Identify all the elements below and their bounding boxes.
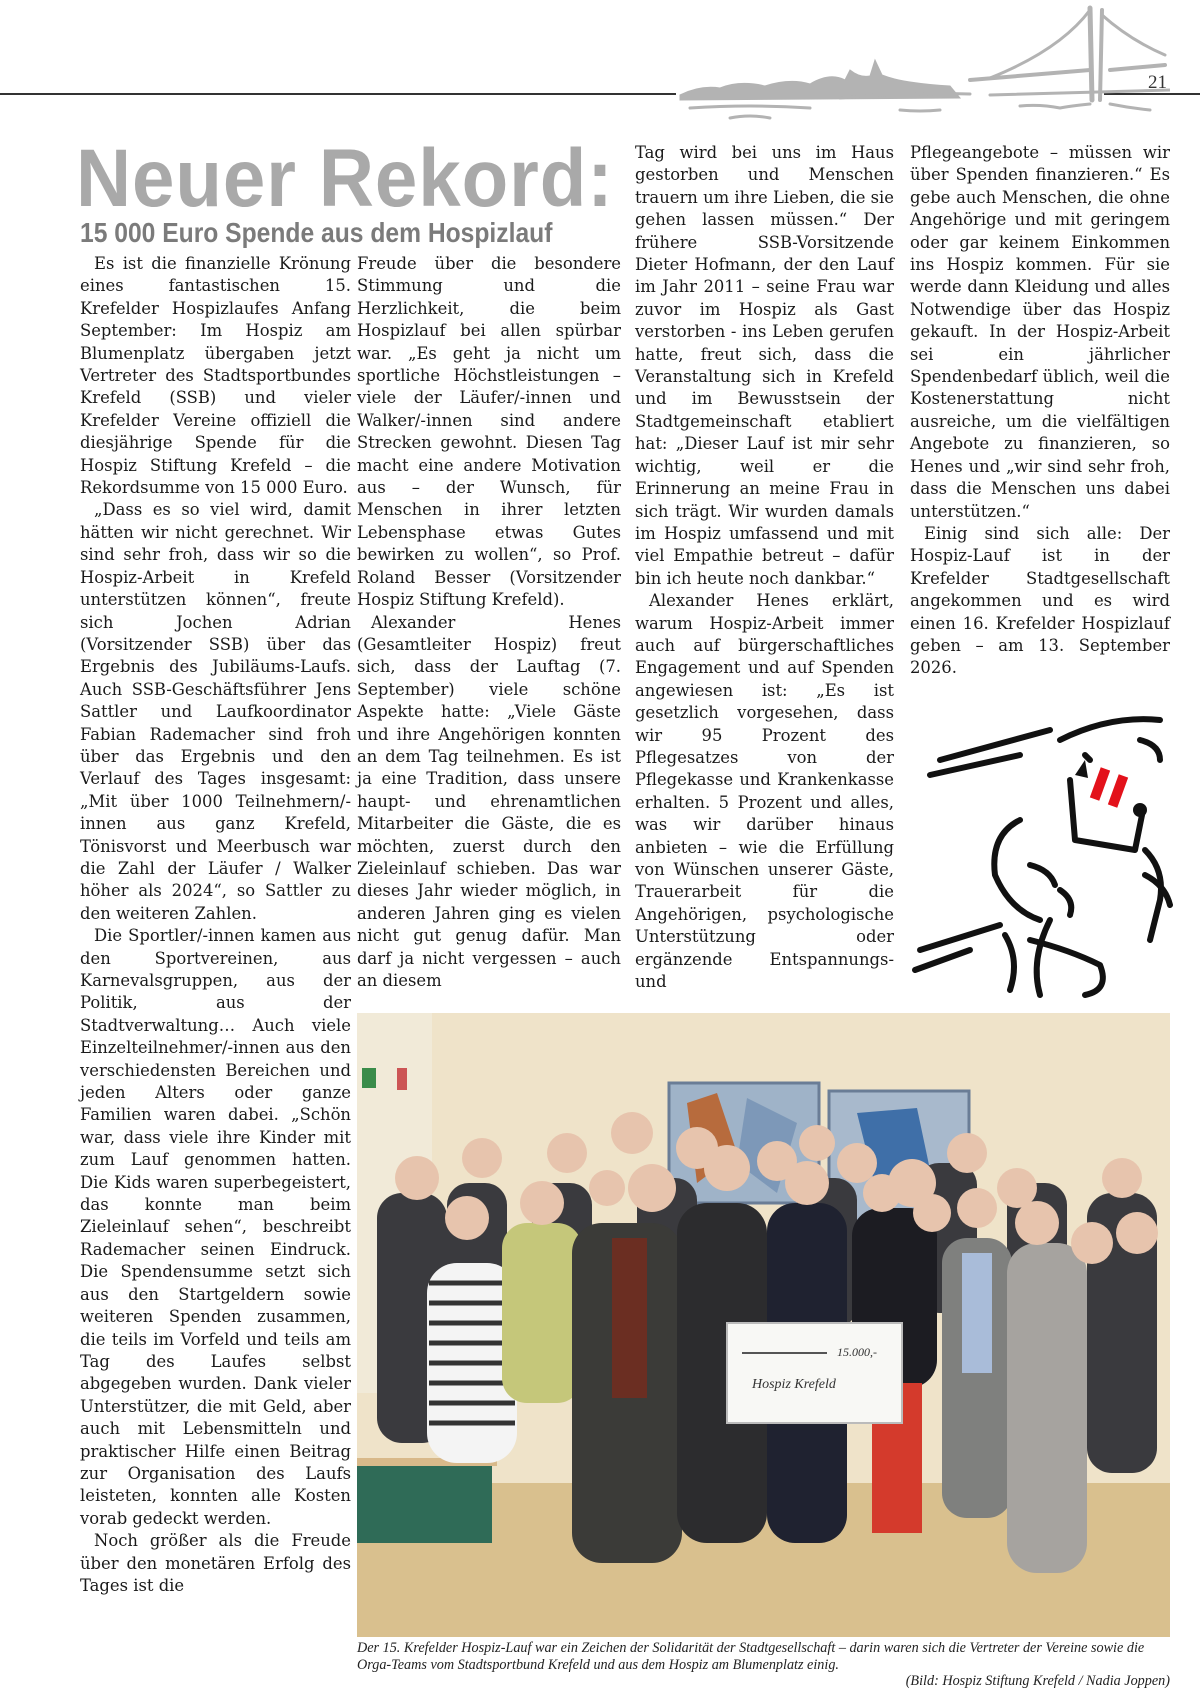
photo-credit: (Bild: Hospiz Stiftung Krefeld / Nadia Joppen): [905, 1673, 1170, 1689]
article-column-1: [80, 253, 351, 1597]
bridge-skyline-illustration: [670, 0, 1170, 135]
article-column-4: [910, 142, 1170, 680]
article-subtitle: 15 000 Euro Spende aus dem Hospizlauf: [80, 217, 553, 248]
article-paragraph: Alexander Henes (Gesamtleiter Hospiz) freut sich, dass der Lauftag (7. September) viele schöne Aspekte hatte: „Viele Gäste und ihre Angehörigen konnten an dem Tag teilnehmen. Es ist ja eine Tradition, dass unsere haupt- und ehrenamtlichen Mitarbeiter die Gäste, die es möchten, zuerst durch den Zieleinlauf schieben. Das war dieses Jahr wieder möglich, in anderen Jahren ging es vielen nicht gut genug dafür. Man darf ja nicht vergessen – auch an diesem: [357, 612, 621, 990]
article-paragraph: Noch größer als die Freude über den monetären Erfolg des Tages ist die: [80, 1531, 351, 1595]
article-paragraph: „Dass es so viel wird, damit hätten wir nicht gerechnet. Wir sind sehr froh, dass wir so die Hospiz-Arbeit in Krefeld unterstützen können“, freute sich Jochen Adrian (Vorsitzender SSB) über das Ergebnis des Jubiläums-Laufs. Auch SSB-Geschäftsführer Jens Sattler und Laufkoordinator Fabian Rademacher sind froh über das Ergebnis und den Verlauf des Tages insgesamt: „Mit über 1000 Teilnehmern/-innen aus ganz Krefeld, Tönisvorst und Meerbusch war die Zahl der Läufer / Walker höher als 2024“, so Sattler zu den weiteren Zahlen.: [80, 500, 351, 923]
photo-caption: [357, 1640, 1170, 1690]
article-paragraph: Alexander Henes erklärt, warum Hospiz-Arbeit immer auch auf bürgerschaftliches Engagement und auf Spenden angewiesen ist: „Es ist gesetzlich vorgesehen, dass wir 95 Prozent des Pflegesatzes von der Pflegekasse und Krankenkasse erhalten. 5 Prozent und alles, was wir darüber hinaus anbieten – wie die Erfüllung von Wünschen unserer Gäste, Trauerarbeit für die Angehörigen, psychologische Unterstützung oder ergänzende Entspannungs- und: [635, 591, 894, 992]
cheque-amount: 15.000,-: [837, 1345, 877, 1359]
article-column-3: [635, 142, 894, 993]
group-photo: [357, 1013, 1170, 1637]
group-photo-illustration: [357, 1013, 1170, 1637]
article-paragraph: Es ist die finanzielle Krönung eines fantastischen 15. Krefelder Hospizlaufes Anfang September: Im Hospiz am Blumenplatz übergaben jetzt Vertreter des Stadtsportbundes Krefeld (SSB) und vieler Krefelder Vereine offiziell die diesjährige Spende für die Hospiz Stiftung Krefeld – die Rekordsumme von 15 000 Euro.: [80, 254, 351, 498]
article-paragraph: Die Sportler/-innen kamen aus den Sportvereinen, aus Karnevalsgruppen, aus der Politik, aus der Stadtverwaltung… Auch viele Einzelteilnehmer/-innen aus den verschiedensten Bereichen und jeden Alters oder ganze Familien waren dabei. „Schön war, dass viele ihre Kinder mit zum Lauf genommen hatten. Die Kids waren superbegeistert, das konnte man beim Zieleinlauf sehen“, beschreibt Rademacher seinen Eindruck. Die Spendensumme setzt sich aus den Startgeldern sowie weiteren Spenden zusammen, die teils im Vorfeld und teils am Tag des Laufes selbst abgegeben wurden. Dank vieler Unterstützer, die mit Geld, aber auch mit Lebensmitteln und praktischer Hilfe einen Beitrag zur Organisation des Laufs leisteten, konnten alle Kosten vorab gedeckt werden.: [80, 926, 351, 1528]
caption-text: Der 15. Krefelder Hospiz-Lauf war ein Zeichen der Solidarität der Stadtgesellschaft – darin waren sich die Vertreter der Vereine sowie die Orga-Teams vom Stadtsportbund Krefeld und aus dem Hospiz am Blumenplatz einig.: [357, 1640, 1145, 1673]
article-paragraph: Einig sind sich alle: Der Hospiz-Lauf ist in der Krefelder Stadtgesellschaft angekommen und es wird einen 16. Krefelder Hospizlauf geben – am 13. September 2026.: [910, 523, 1170, 678]
header-rule: [0, 93, 676, 95]
page-number: 21: [1148, 72, 1167, 93]
article-paragraph: Tag wird bei uns im Haus gestorben und Menschen trauern um ihre Lieben, die sie gehen lassen müssen.“ Der frühere SSB-Vorsitzende Dieter Hofmann, der den Lauf im Jahr 2011 – seine Frau war zuvor im Hospiz als Gast verstorben - ins Leben gerufen hatte, freut sich, dass die Veranstaltung sich in Krefeld und im Bewusstsein der Stadtgemeinschaft etabliert hat: „Dieser Lauf ist mir sehr wichtig, weil er die Erinnerung an meine Frau in sich trägt. Wir wurden damals im Hospiz umfassend und mit viel Empathie betreut – dafür bin ich heute noch dankbar.“: [635, 143, 894, 588]
article-column-2: [357, 253, 621, 992]
article-title: Neuer Rekord:: [76, 133, 614, 224]
article-paragraph: Pflegeangebote – müssen wir über Spenden finanzieren.“ Es gebe auch Menschen, die ohne Angehörige und mit geringem oder gar keinem Einkommen ins Hospiz kommen. Für sie werde dann Kleidung und alles Notwendige über das Hospiz gekauft. In der Hospiz-Arbeit sei ein jährlicher Spendenbedarf üblich, weil die Kostenerstattung nicht ausreiche, um die vielfältigen Angebote zu finanzieren, so Henes und „wir sind sehr froh, dass die Menschen uns dabei unterstützen.“: [910, 143, 1170, 521]
cheque-payee: Hospiz Krefeld: [752, 1377, 836, 1392]
article-paragraph: Freude über die besondere Stimmung und die Herzlichkeit, die beim Hospizlauf bei allen spürbar war. „Es geht ja nicht um sportliche Höchstleistungen – viele der Läufer/-innen und Walker/-innen sind andere Strecken gewohnt. Diesen Tag macht eine andere Motivation aus – der Wunsch, für Menschen in ihrer letzten Lebensphase etwas Gutes bewirken zu wollen“, so Prof. Roland Besser (Vorsitzender Hospiz Stiftung Krefeld).: [357, 254, 621, 610]
running-mascot-illustration: [910, 700, 1190, 1000]
